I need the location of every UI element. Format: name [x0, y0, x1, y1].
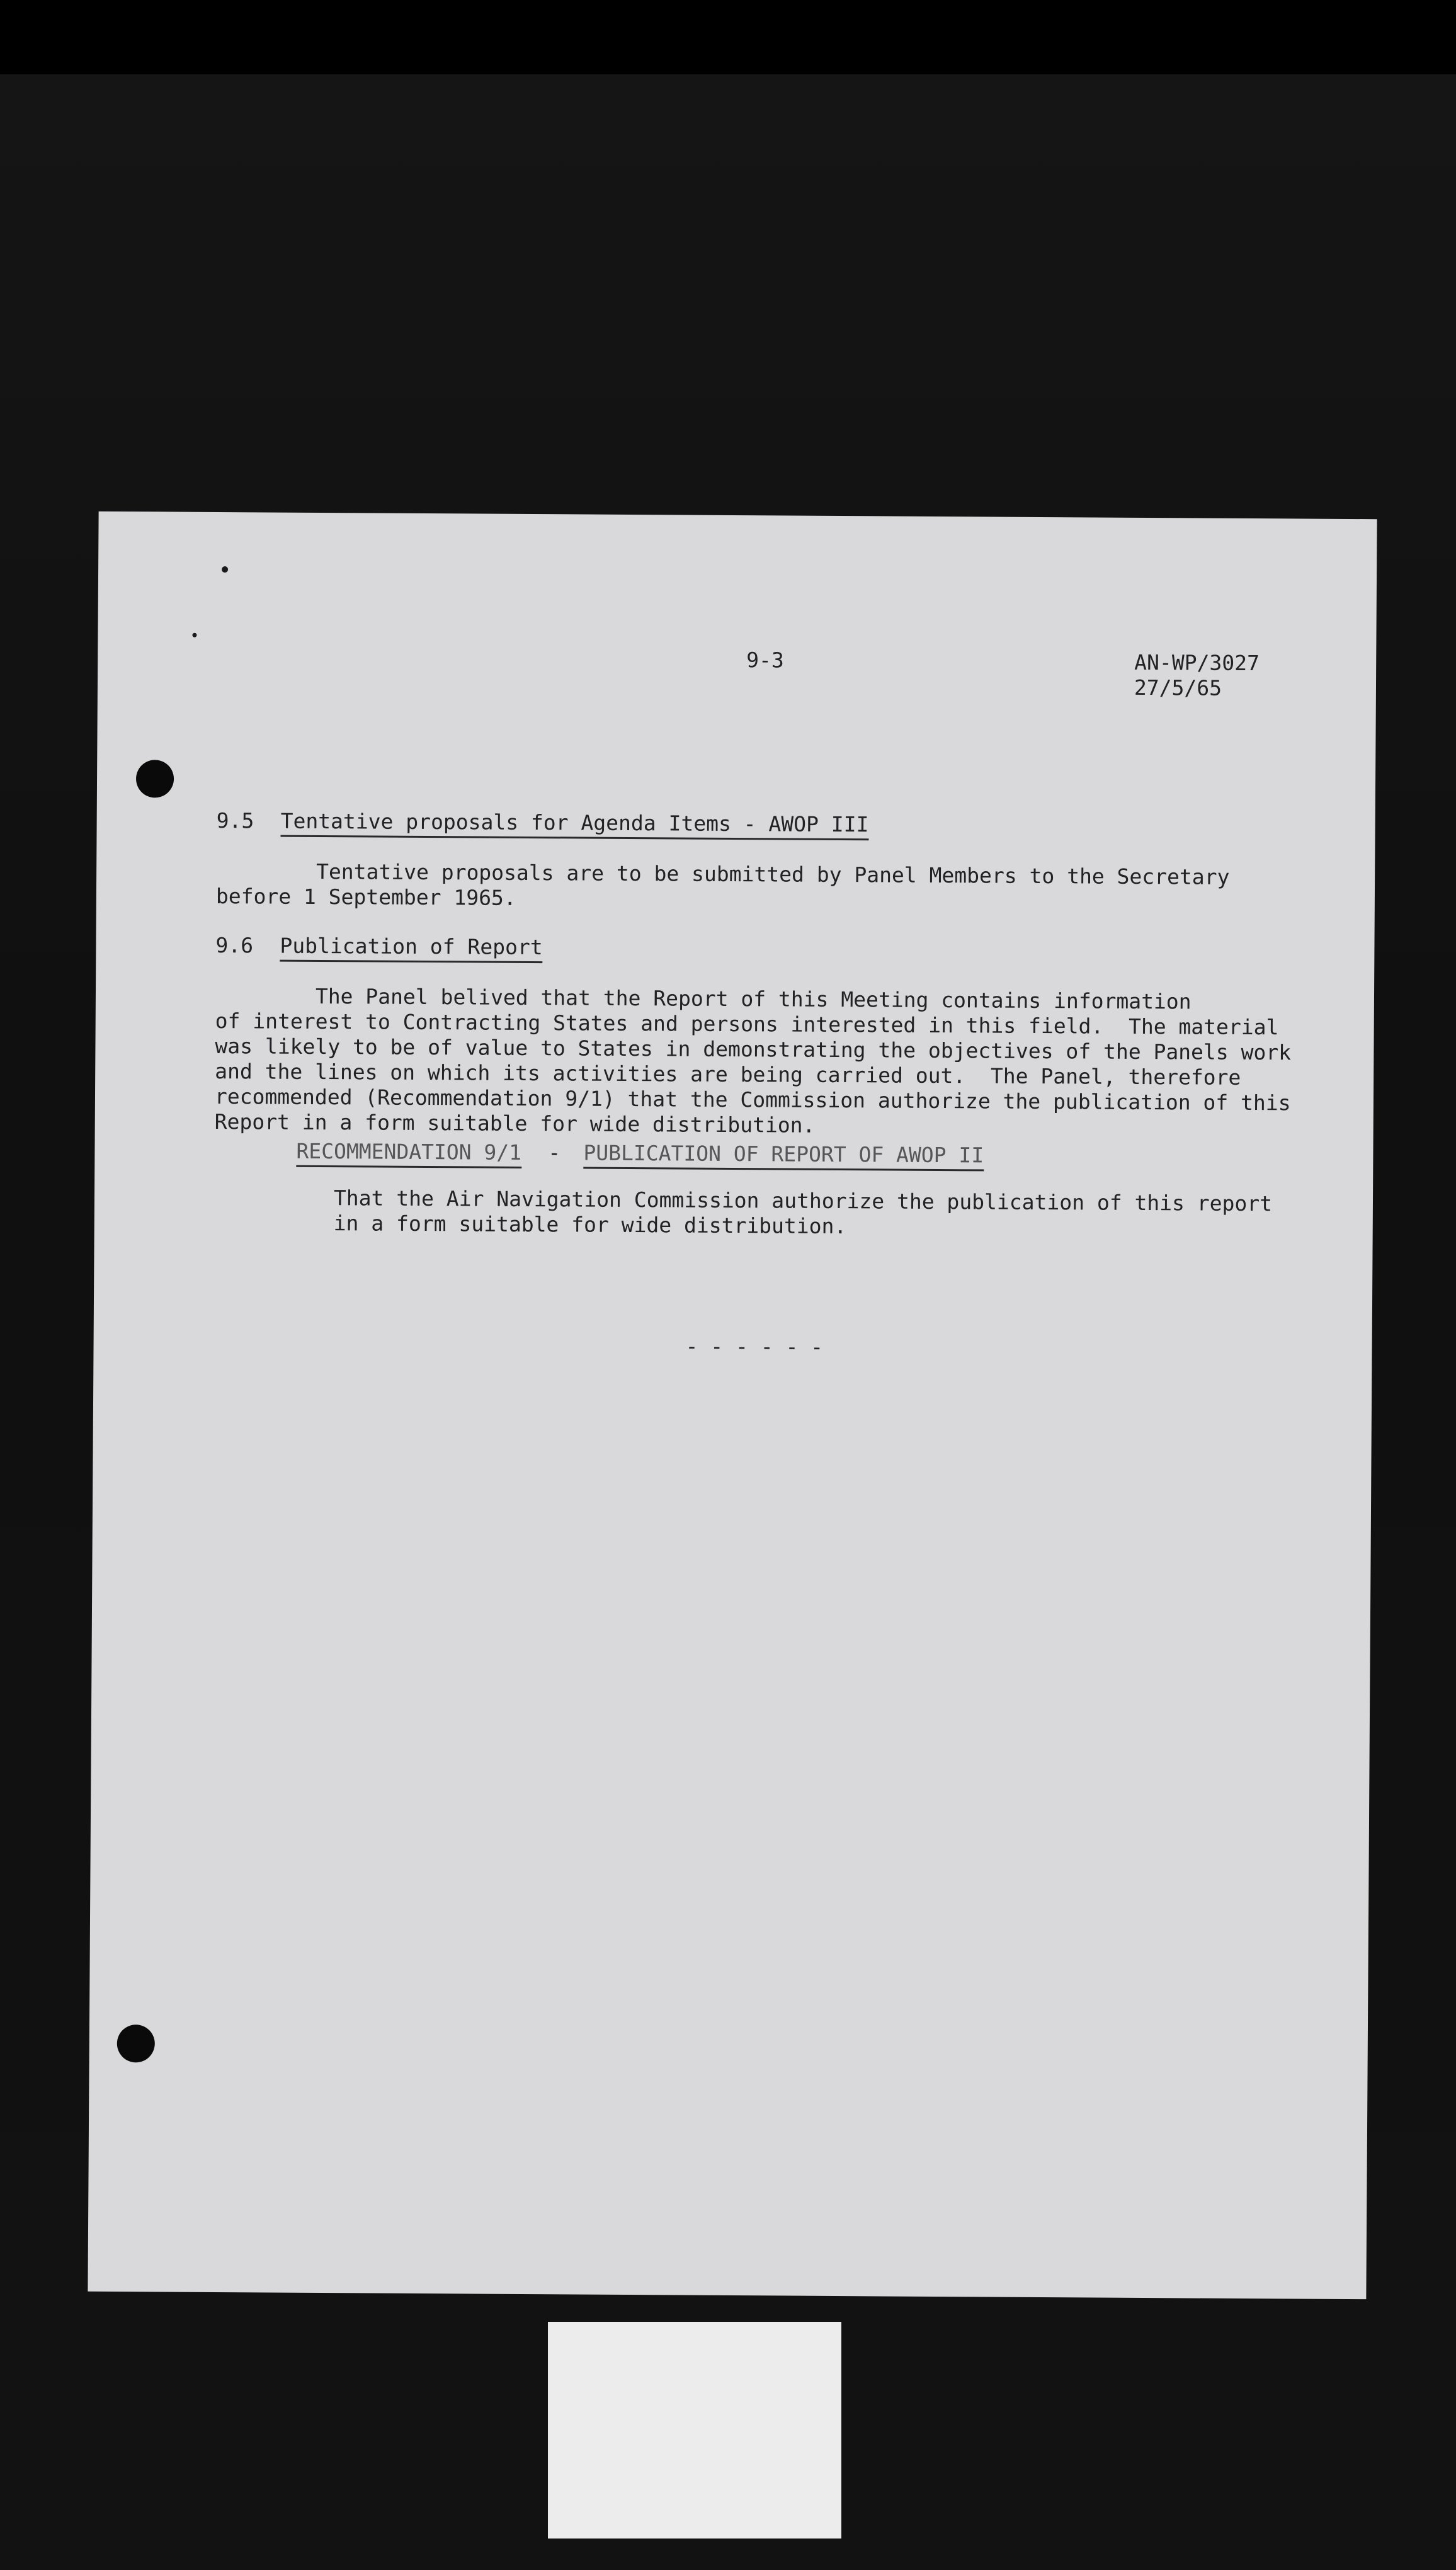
recommendation-label: RECOMMENDATION 9/1: [296, 1139, 521, 1168]
section-number-9-6: 9.6: [215, 932, 254, 958]
film-target-card: [548, 2322, 841, 2539]
end-of-section-mark: - - - - - -: [685, 1334, 824, 1359]
section-9-6-body-line-6: Report in a form suitable for wide distribution.: [214, 1109, 816, 1138]
section-number-9-5: 9.5: [216, 808, 254, 833]
section-9-6-body-line-4: and the lines on which its activities are being carried out. The Panel, therefore: [215, 1058, 1241, 1090]
section-9-6-body-line-1: The Panel belived that the Report of this Meeting contains information: [215, 983, 1192, 1014]
section-9-5-body-line-2: before 1 September 1965.: [215, 883, 516, 910]
recommendation-body-line-1: That the Air Navigation Commission authorize the publication of this report: [333, 1185, 1273, 1216]
page-speck: [192, 633, 196, 637]
document-page: [88, 511, 1377, 2299]
page-speck: [222, 566, 228, 573]
section-9-5-body-line-1: Tentative proposals are to be submitted by Panel Members to the Secretary: [216, 858, 1230, 889]
document-reference: AN-WP/3027: [1134, 649, 1260, 676]
punch-hole-bottom: [117, 2025, 155, 2062]
recommendation-title: PUBLICATION OF REPORT OF AWOP II: [583, 1141, 984, 1172]
recommendation-body-line-2: in a form suitable for wide distribution.: [333, 1211, 847, 1239]
section-heading-9-5: Tentative proposals for Agenda Items - AWOP III: [280, 809, 868, 841]
section-9-6-body-line-3: was likely to be of value to States in demonstrating the objectives of the Panels work: [215, 1033, 1292, 1065]
page-number: 9-3: [746, 648, 784, 673]
document-date: 27/5/65: [1134, 675, 1222, 700]
recommendation-separator: -: [535, 1140, 574, 1165]
section-heading-9-6: Publication of Report: [280, 934, 543, 964]
film-top-band: [0, 0, 1456, 74]
section-9-6-body-line-5: recommended (Recommendation 9/1) that the Commission authorize the publication of this: [214, 1083, 1291, 1116]
punch-hole-top: [136, 760, 174, 797]
section-9-6-body-line-2: of interest to Contracting States and persons interested in this field. The material: [215, 1008, 1279, 1040]
